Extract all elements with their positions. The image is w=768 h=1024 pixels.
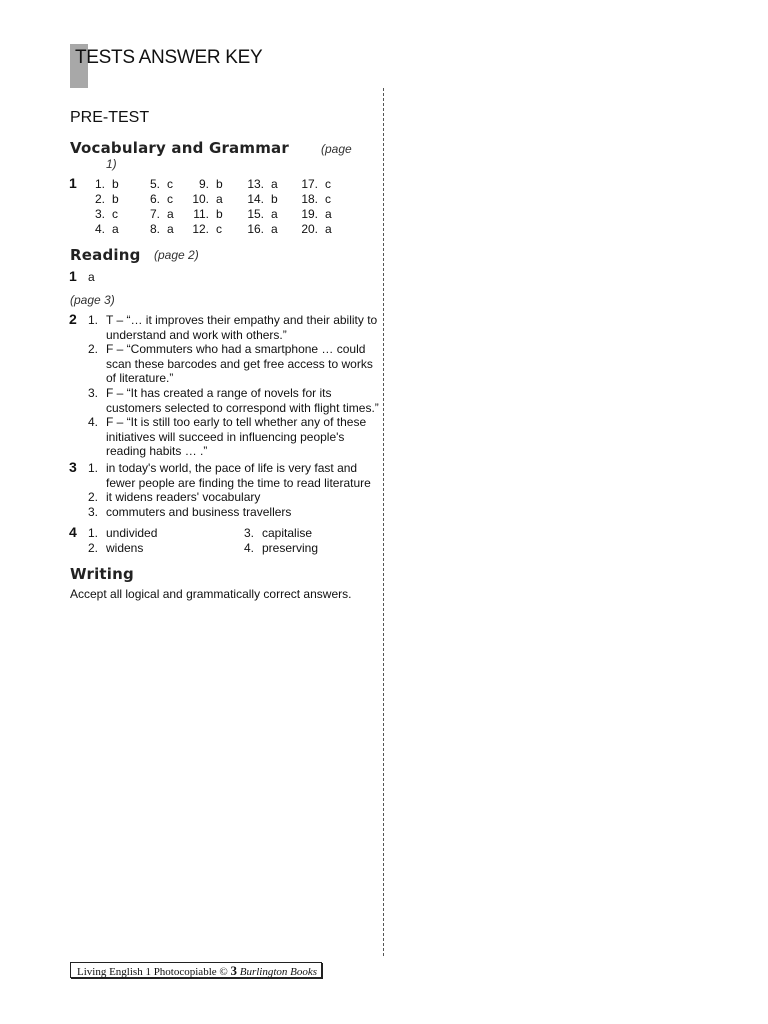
column-divider (383, 88, 384, 956)
vocab-answer-letter: a (271, 207, 278, 221)
vocab-answer-letter: c (112, 207, 118, 221)
footer-copyright (70, 962, 322, 978)
vocab-answer-number: 16. (247, 222, 264, 236)
reading-q4-item-answer: preserving (262, 541, 319, 555)
vocab-answer-letter: a (325, 222, 332, 236)
vocab-answer-letter: a (112, 222, 119, 236)
vocab-answer (240, 192, 278, 206)
reading-q4-item-number: 2. (87, 541, 98, 555)
footer-prefix: Living English 1 Photocopiable © (77, 966, 228, 978)
vocab-answer-number: 20. (301, 222, 318, 236)
reading-q4-item-answer: capitalise (262, 526, 313, 540)
reading-q3-item-line: commuters and business travellers (106, 504, 292, 519)
vocab-answer-number: 1. (94, 177, 105, 191)
vocab-answer-number: 10. (192, 192, 209, 206)
vocab-answer (294, 177, 331, 191)
vocab-answer (240, 207, 278, 221)
vocab-answer (240, 222, 278, 236)
vocab-answer (294, 192, 331, 206)
vocab-answer (81, 222, 119, 236)
vocab-pageref-line1: (page (321, 142, 352, 156)
reading-q4-number: 4 (69, 524, 77, 540)
vocab-pageref-line2: 1) (106, 157, 117, 171)
vocab-answer-letter: a (167, 222, 174, 236)
writing-heading: Writing (70, 565, 134, 583)
vocab-answer-letter: a (271, 177, 278, 191)
reading-q4-item-answer: widens (106, 541, 144, 555)
reading-q4-item-number: 3. (243, 526, 254, 540)
vocab-answer-letter: b (271, 192, 278, 206)
writing-text: Accept all logical and grammatically correct answers. (70, 587, 352, 601)
vocab-answer-letter: c (325, 177, 331, 191)
reading-q2-item-line: F – “Commuters who had a smartphone … could (106, 342, 366, 357)
vocab-answer-letter: c (325, 192, 331, 206)
footer-publisher: Burlington Books (239, 966, 318, 978)
vocab-answer-letter: a (325, 207, 332, 221)
vocab-answer-number: 4. (94, 222, 105, 236)
vocab-answer (240, 177, 278, 191)
vocab-answer (81, 192, 119, 206)
reading-q2-item-line: scan these barcodes and get free access to works (106, 356, 373, 371)
reading-q2-item-line: understand and work with others.” (106, 327, 287, 342)
vocab-answer-number: 17. (301, 177, 318, 191)
vocab-answer-number: 6. (149, 192, 160, 206)
reading-q1-answer: a (88, 270, 95, 284)
reading-q3-item-number: 3. (87, 504, 98, 519)
vocab-answer-letter: c (167, 177, 173, 191)
vocab-answer (136, 222, 174, 236)
vocab-answer (81, 207, 118, 221)
reading-q2-item-line: T – “… it improves their empathy and their ability to (106, 313, 378, 327)
reading-q3-item-line: fewer people are finding the time to read literature (106, 475, 371, 490)
vocab-answer-letter: b (112, 177, 119, 191)
vocab-answer (81, 177, 119, 191)
reading-q2-item-line: initiatives will succeed in influencing people's (106, 429, 345, 444)
vocab-answer-number: 18. (301, 192, 318, 206)
reading-pageref-3: (page 3) (70, 293, 115, 307)
reading-q1-number: 1 (69, 268, 77, 284)
vocab-answer-letter: b (112, 192, 119, 206)
vocab-answer (294, 207, 332, 221)
vocab-answer-letter: b (216, 177, 223, 191)
vocab-answer-number: 2. (94, 192, 105, 206)
reading-q3-item-number: 2. (87, 490, 98, 505)
vocab-answer-number: 5. (149, 177, 160, 191)
reading-q4-item-number: 1. (87, 526, 98, 540)
reading-q3-number: 3 (69, 459, 77, 475)
vocab-answer (294, 222, 332, 236)
vocab-heading: Vocabulary and Grammar (70, 139, 289, 157)
reading-q2-item-line: of literature.” (106, 371, 174, 386)
vocab-answer-number: 15. (247, 207, 264, 221)
reading-q2-item-line: reading habits … .” (106, 444, 208, 459)
vocab-answer (185, 222, 222, 236)
vocab-answer (185, 192, 223, 206)
vocab-question-number: 1 (69, 175, 77, 191)
vocab-answer-number: 11. (193, 207, 209, 221)
reading-q2-item-number: 1. (87, 313, 98, 327)
vocab-answer (136, 192, 173, 206)
reading-q3-item-number: 1. (87, 461, 98, 475)
reading-q3-item-line: in today's world, the pace of life is very fast and (106, 461, 358, 475)
reading-q2-item-line: F – “It is still too early to tell whether any of these (106, 415, 367, 430)
vocab-answer-number: 9. (198, 177, 209, 191)
vocab-answer (185, 207, 223, 221)
vocab-answer (136, 177, 173, 191)
vocab-answer (136, 207, 174, 221)
vocab-answer-letter: a (216, 192, 223, 206)
reading-q4-item-answer: undivided (106, 526, 158, 540)
vocab-answer-letter: c (216, 222, 222, 236)
vocab-answer-number: 8. (149, 222, 160, 236)
vocab-answer-number: 7. (149, 207, 160, 221)
vocab-answer-number: 3. (94, 207, 105, 221)
vocab-answer-number: 14. (247, 192, 264, 206)
section-title: PRE-TEST (70, 109, 150, 126)
reading-q2-item-line: F – “It has created a range of novels for its (106, 386, 332, 400)
reading-q2-item-number: 4. (87, 415, 98, 430)
vocab-answer (185, 177, 223, 191)
reading-q2-item-line: customers selected to correspond with flight times.” (106, 400, 379, 415)
vocab-answer-number: 12. (192, 222, 209, 236)
reading-pageref: (page 2) (154, 248, 199, 262)
vocab-answer-letter: a (271, 222, 278, 236)
reading-q3-item-line: it widens readers' vocabulary (106, 490, 261, 505)
vocab-answer-letter: c (167, 192, 173, 206)
vocab-answer-number: 13. (247, 177, 264, 191)
vocab-answer-letter: a (167, 207, 174, 221)
reading-q2-item-number: 2. (87, 342, 98, 357)
reading-heading: Reading (70, 246, 141, 264)
page-title: TESTS ANSWER KEY (75, 47, 263, 68)
reading-q4-item-number: 4. (243, 541, 254, 555)
footer-page-number: 3 (230, 963, 237, 978)
reading-q2-item-number: 3. (87, 386, 98, 400)
vocab-answer-number: 19. (301, 207, 318, 221)
reading-q2-number: 2 (69, 311, 77, 327)
vocab-answer-letter: b (216, 207, 223, 221)
